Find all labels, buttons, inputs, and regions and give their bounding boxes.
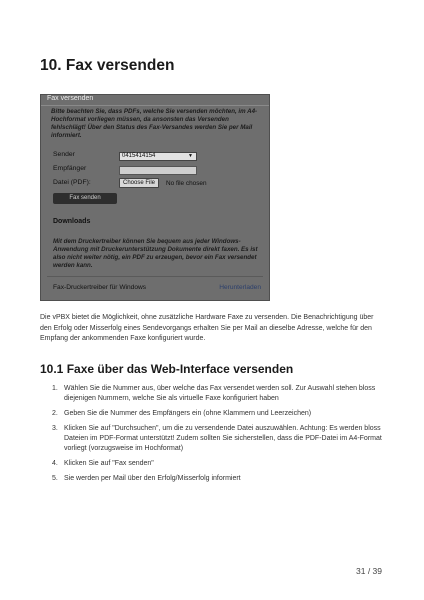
step-text: Geben Sie die Nummer des Empfängers ein (ohne Klammern und Leerzeichen) [64, 410, 312, 417]
chevron-down-icon: ▼ [188, 153, 193, 159]
recipient-input[interactable] [119, 166, 197, 175]
downloads-heading: Downloads [53, 218, 91, 225]
step-text: Sie werden per Mail über den Erfolg/Misserfolg informiert [64, 475, 241, 482]
file-label: Datei (PDF): [53, 179, 91, 186]
step-text: Klicken Sie auf "Durchsuchen", um die zu versendende Datei auszuwählen. Achtung: Es werden bloss Dateien im PDF-Format unterstützt! Zudem sollten Sie sicherstellen, dass die PDF-Datei im A4-Format vorliegt (vorzugsweise im Hochformat) [64, 425, 382, 452]
file-status: No file chosen [166, 180, 207, 187]
list-item [40, 474, 385, 484]
step-number: 3. [52, 425, 58, 432]
step-number: 2. [52, 410, 58, 417]
list-item [40, 424, 385, 454]
list-item [40, 459, 385, 469]
page-number: 31 / 39 [356, 566, 382, 576]
section-heading: 10. Fax versenden [40, 57, 175, 74]
sender-label: Sender [53, 151, 75, 158]
step-text: Wählen Sie die Nummer aus, über welche das Fax versendet werden soll. Zur Auswahl stehen bloss diejenigen Nummern, welche Sie als virtuelle Faxe konfiguriert haben [64, 385, 376, 402]
list-item [40, 384, 385, 404]
download-driver-link[interactable]: Herunterladen [219, 284, 261, 291]
send-fax-button[interactable]: Fax senden [53, 193, 117, 204]
sender-select-value: 0415414154 [122, 153, 156, 159]
step-number: 5. [52, 475, 58, 482]
steps-list [40, 384, 385, 489]
sender-select[interactable] [119, 152, 197, 161]
step-number: 4. [52, 460, 58, 467]
form-title: Fax versenden [47, 95, 94, 102]
fax-form-screenshot [40, 94, 270, 301]
choose-file-button[interactable]: Choose File [119, 178, 159, 188]
printer-driver-info: Mit dem Druckertreiber können Sie bequem aus jeder Windows-Anwendung mit Druckerunterstützung Dokumente direkt faxen. Es ist also nicht weiter nötig, ein PDF zu erzeugen, bevor ein Fax versendet werden kann. [53, 238, 258, 269]
pdf-format-warning: Bitte beachten Sie, dass PDFs, welche Sie versenden möchten, im A4-Hochformat vorliegen müssen, da ansonsten das Versenden fehlschlägt! Über den Status des Fax-Versandes werden Sie per Mail informiert. [51, 108, 258, 139]
list-item [40, 409, 385, 419]
recipient-label: Empfänger [53, 165, 87, 172]
divider [47, 276, 263, 277]
step-number: 1. [52, 385, 58, 392]
driver-label: Fax-Druckertreiber für Windows [53, 284, 147, 291]
intro-paragraph: Die vPBX bietet die Möglichkeit, ohne zusätzliche Hardware Faxe zu versenden. Die Benachrichtigung über den Erfolg oder Misserfolg eines Sendevorgangs erhalten Sie per Mail an dieselbe Adresse, welche für den Empfang der ankommenden Faxe konfiguriert wurde. [40, 314, 374, 342]
subsection-heading: 10.1 Faxe über das Web-Interface versenden [40, 362, 294, 376]
step-text: Klicken Sie auf "Fax senden" [64, 460, 154, 467]
